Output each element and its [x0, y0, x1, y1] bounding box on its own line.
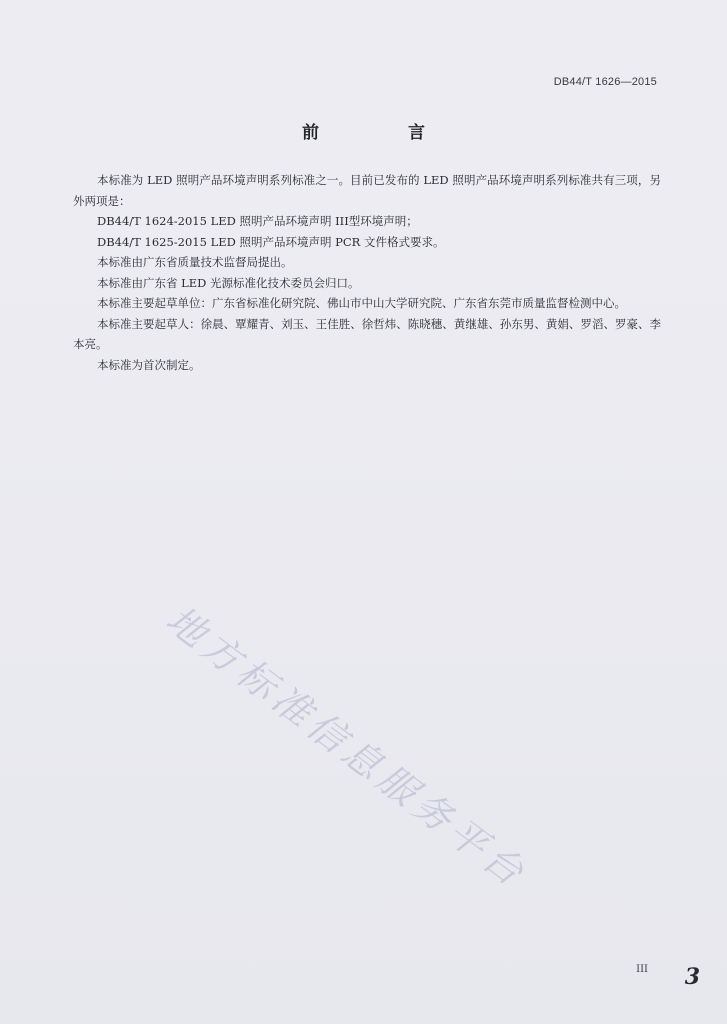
- paragraph-first-edition: 本标准为首次制定。: [97, 357, 201, 372]
- paragraph-proposer: 本标准由广东省质量技术监督局提出。: [97, 255, 293, 269]
- paragraph-intro: 本标准为 LED 照明产品环境声明系列标准之一。目前已发布的 LED 照明产品环境声明系列标准共有三项，另外两项是：: [73, 173, 661, 208]
- paragraph-standard-1624: DB44/T 1624-2015 LED 照明产品环境声明 III型环境声明；: [97, 214, 418, 228]
- page-number: 3: [684, 964, 700, 990]
- page-roman-numeral: III: [636, 964, 648, 975]
- paragraph-administrator: 本标准由广东省 LED 光源标准化技术委员会归口。: [97, 275, 360, 290]
- paragraph-drafters: 本标准主要起草人：徐晨、覃耀青、刘玉、王佳胜、徐哲炜、陈晓穗、黄继雄、孙东男、黄娟、罗滔、罗豪、李本亮。: [73, 316, 661, 351]
- watermark: 地方标准信息服务平台: [158, 597, 536, 898]
- page-title: 前 言: [302, 123, 461, 143]
- paragraph-standard-1625: DB44/T 1625-2015 LED 照明产品环境声明 PCR 文件格式要求。: [97, 234, 445, 249]
- foreword-body: [73, 170, 661, 375]
- paragraph-drafting-units: 本标准主要起草单位：广东省标准化研究院、佛山市中山大学研究院、广东省东莞市质量监督检测中心。: [97, 296, 626, 310]
- standard-code: DB44/T 1626—2015: [553, 76, 657, 88]
